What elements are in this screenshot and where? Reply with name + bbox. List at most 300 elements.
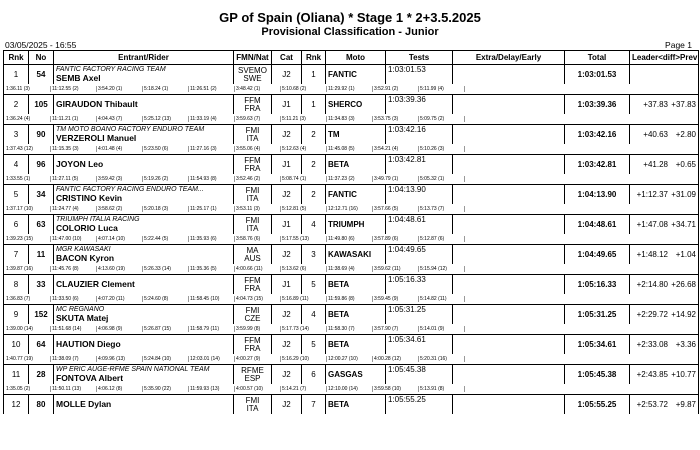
split-times-cell bbox=[4, 384, 699, 395]
motorcycle-brand: GASGAS bbox=[326, 365, 386, 385]
page-title: GP of Spain (Oliana) * Stage 1 * 2+3.5.2025 bbox=[219, 10, 481, 25]
rider-number: 64 bbox=[29, 335, 54, 355]
split-times-row bbox=[4, 84, 699, 95]
leader-diff: +2:53.72 bbox=[636, 400, 668, 409]
federation: FMI bbox=[245, 305, 260, 315]
category-rank: 1 bbox=[302, 95, 326, 115]
leader-diff: +2:33.08 bbox=[636, 340, 668, 349]
prev-diff: +37.83 bbox=[671, 100, 696, 109]
table-row bbox=[4, 245, 699, 265]
split-time: 4:01.48 (4) bbox=[97, 146, 143, 152]
split-time: 4:00.28 (12) bbox=[373, 356, 419, 362]
category-rank: 2 bbox=[302, 185, 326, 205]
table-row bbox=[4, 395, 699, 415]
total-time: 1:05:45.38 bbox=[565, 365, 630, 385]
extra-delay-cell bbox=[453, 305, 565, 325]
category: J2 bbox=[272, 245, 302, 265]
federation: FFM bbox=[244, 335, 261, 345]
split-time: 11:59.86 (8) bbox=[327, 296, 373, 302]
split-time: 11:34.83 (3) bbox=[327, 116, 373, 122]
nationality: FRA bbox=[244, 163, 261, 173]
split-time: 12:03.01 (14) bbox=[189, 356, 235, 362]
split-times-cell bbox=[4, 84, 699, 95]
nationality: ITA bbox=[246, 133, 259, 143]
split-time: 11:35.36 (5) bbox=[189, 266, 235, 272]
team-name: TRIUMPH ITALIA RACING bbox=[56, 216, 140, 223]
split-time: 11:38.09 (7) bbox=[51, 356, 97, 362]
rider-number: 28 bbox=[29, 365, 54, 385]
split-time: 5:14.01 (9) bbox=[419, 326, 465, 332]
split-time: 5:17.55 (13) bbox=[281, 236, 327, 242]
nationality: FRA bbox=[244, 343, 261, 353]
nationality: FRA bbox=[244, 103, 261, 113]
fmn-nat-cell bbox=[234, 215, 272, 235]
split-time: 12:00.27 (10) bbox=[327, 356, 373, 362]
leader-diff: +1:12.37 bbox=[636, 190, 668, 199]
prev-diff: +3.36 bbox=[675, 340, 696, 349]
split-time: 11:12.55 (2) bbox=[51, 86, 97, 92]
rider-rank: 7 bbox=[4, 245, 29, 265]
split-time: 5:20.18 (3) bbox=[143, 206, 189, 212]
motorcycle-brand: KAWASAKI bbox=[326, 245, 386, 265]
split-time: 11:47.00 (10) bbox=[51, 236, 97, 242]
split-time: 5:22.44 (5) bbox=[143, 236, 189, 242]
split-time: 5:23.50 (6) bbox=[143, 146, 189, 152]
split-time: 5:12.63 (4) bbox=[281, 146, 327, 152]
split-time: 11:51.68 (14) bbox=[51, 326, 97, 332]
col-category: Cat bbox=[272, 51, 302, 65]
rider-cell bbox=[54, 395, 234, 415]
split-time: 5:13.91 (8) bbox=[419, 386, 465, 392]
split-time: 5:14.82 (11) bbox=[419, 296, 465, 302]
leader-diff: +1:47.08 bbox=[636, 220, 668, 229]
leader-diff: +2:43.85 bbox=[636, 370, 668, 379]
federation: FFM bbox=[244, 155, 261, 165]
split-time: 1:39.23 (15) bbox=[5, 236, 51, 242]
split-time: 5:10.26 (3) bbox=[419, 146, 465, 152]
category-rank: 5 bbox=[302, 275, 326, 295]
extra-delay-cell bbox=[453, 125, 565, 145]
split-times-cell bbox=[4, 294, 699, 305]
split-time: 11:26.51 (2) bbox=[189, 86, 235, 92]
split-time: 3:59.45 (9) bbox=[373, 296, 419, 302]
split-time: 11:24.77 (4) bbox=[51, 206, 97, 212]
split-time: 11:37.23 (2) bbox=[327, 176, 373, 182]
leader-diff-cell bbox=[630, 395, 699, 415]
total-time: 1:04:49.65 bbox=[565, 245, 630, 265]
tests-time: 1:03:01.53 bbox=[386, 65, 453, 85]
split-time: 1:36.11 (3) bbox=[5, 86, 51, 92]
leader-diff-cell bbox=[630, 305, 699, 325]
fmn-nat-cell bbox=[234, 305, 272, 325]
table-row bbox=[4, 365, 699, 385]
prev-diff: +14.92 bbox=[671, 310, 696, 319]
fmn-nat-cell bbox=[234, 65, 272, 85]
prev-diff: +1.04 bbox=[675, 250, 696, 259]
extra-delay-cell bbox=[453, 185, 565, 205]
rider-rank: 12 bbox=[4, 395, 29, 415]
page-number: Page 1 bbox=[665, 40, 692, 50]
rider-rank: 8 bbox=[4, 275, 29, 295]
rider-name: HAUTION Diego bbox=[56, 340, 121, 349]
fmn-nat-cell bbox=[234, 365, 272, 385]
split-time: 5:09.75 (2) bbox=[419, 116, 465, 122]
split-time: 11:15.35 (3) bbox=[51, 146, 97, 152]
federation: FMI bbox=[245, 125, 260, 135]
split-time: 4:09.96 (13) bbox=[97, 356, 143, 362]
table-row bbox=[4, 335, 699, 355]
rider-number: 96 bbox=[29, 155, 54, 175]
split-time: 4:00.57 (10) bbox=[235, 386, 281, 392]
split-time: 5:24.84 (10) bbox=[143, 356, 189, 362]
split-time: 1:39.87 (16) bbox=[5, 266, 51, 272]
split-time: 5:25.12 (13) bbox=[143, 116, 189, 122]
split-time: 3:59.42 (3) bbox=[97, 176, 143, 182]
split-time: 1:36.24 (4) bbox=[5, 116, 51, 122]
tests-time: 1:05:45.38 bbox=[386, 365, 453, 385]
rider-name: SEMB Axel bbox=[56, 74, 101, 83]
rider-number: 105 bbox=[29, 95, 54, 115]
rider-rank: 11 bbox=[4, 365, 29, 385]
split-time: 11:11.21 (1) bbox=[51, 116, 97, 122]
split-time: 4:07.20 (11) bbox=[97, 296, 143, 302]
category-rank: 6 bbox=[302, 365, 326, 385]
category-rank: 2 bbox=[302, 155, 326, 175]
extra-delay-cell bbox=[453, 365, 565, 385]
split-time: 5:14.21 (7) bbox=[281, 386, 327, 392]
fmn-nat-cell bbox=[234, 185, 272, 205]
tests-time: 1:05:16.33 bbox=[386, 275, 453, 295]
tests-time: 1:04:13.90 bbox=[386, 185, 453, 205]
fmn-nat-cell bbox=[234, 125, 272, 145]
category: J2 bbox=[272, 125, 302, 145]
extra-delay-cell bbox=[453, 335, 565, 355]
rider-cell bbox=[54, 245, 234, 265]
rider-cell bbox=[54, 185, 234, 205]
category-rank: 5 bbox=[302, 335, 326, 355]
split-time: 5:12.87 (6) bbox=[419, 236, 465, 242]
rider-name: BACON Kyron bbox=[56, 254, 115, 263]
team-name: FANTIC FACTORY RACING TEAM bbox=[56, 66, 166, 73]
prev-diff: +2.80 bbox=[675, 130, 696, 139]
tests-time: 1:04:48.61 bbox=[386, 215, 453, 235]
category-rank: 1 bbox=[302, 65, 326, 85]
federation: FFM bbox=[244, 95, 261, 105]
split-time: 4:13.60 (19) bbox=[97, 266, 143, 272]
rider-rank: 9 bbox=[4, 305, 29, 325]
split-time: 5:13.62 (6) bbox=[281, 266, 327, 272]
prev-diff: +10.77 bbox=[671, 370, 696, 379]
split-time: 11:58.45 (10) bbox=[189, 296, 235, 302]
split-time: 11:29.92 (1) bbox=[327, 86, 373, 92]
split-time: 3:54.20 (1) bbox=[97, 86, 143, 92]
rider-number: 33 bbox=[29, 275, 54, 295]
nationality: ESP bbox=[244, 373, 261, 383]
extra-delay-cell bbox=[453, 395, 565, 415]
rider-cell bbox=[54, 305, 234, 325]
total-time: 1:05:31.25 bbox=[565, 305, 630, 325]
col-leader-diff: Leader<diff>Prev bbox=[630, 51, 699, 65]
col-moto: Moto bbox=[326, 51, 386, 65]
split-time: 3:59.63 (7) bbox=[235, 116, 281, 122]
split-times-cell bbox=[4, 354, 699, 365]
split-times-cell bbox=[4, 204, 699, 215]
extra-delay-cell bbox=[453, 215, 565, 235]
split-time: 5:12.81 (5) bbox=[281, 206, 327, 212]
motorcycle-brand: BETA bbox=[326, 305, 386, 325]
split-time: 5:19.26 (2) bbox=[143, 176, 189, 182]
split-times-row bbox=[4, 264, 699, 275]
fmn-nat-cell bbox=[234, 395, 272, 415]
split-time: 11:33.19 (4) bbox=[189, 116, 235, 122]
rider-name: SKUTA Matej bbox=[56, 314, 109, 323]
leader-diff: +2:14.80 bbox=[636, 280, 668, 289]
split-time: 12:10.00 (14) bbox=[327, 386, 373, 392]
page-subtitle: Provisional Classification - Junior bbox=[261, 26, 439, 38]
rider-name: MOLLE Dylan bbox=[56, 400, 112, 409]
table-row bbox=[4, 155, 699, 175]
leader-diff-cell bbox=[630, 185, 699, 205]
rider-number: 63 bbox=[29, 215, 54, 235]
rider-name: COLORIO Luca bbox=[56, 224, 118, 233]
split-time: 3:58.62 (2) bbox=[97, 206, 143, 212]
split-time: 11:25.17 (1) bbox=[189, 206, 235, 212]
split-time: 11:35.93 (6) bbox=[189, 236, 235, 242]
split-time: 11:38.69 (4) bbox=[327, 266, 373, 272]
split-time: 3:57.66 (5) bbox=[373, 206, 419, 212]
leader-diff-cell bbox=[630, 95, 699, 115]
federation: RFME bbox=[241, 365, 264, 375]
split-time: 4:06.98 (9) bbox=[97, 326, 143, 332]
split-time: 1:37.17 (10) bbox=[5, 206, 51, 212]
motorcycle-brand: BETA bbox=[326, 275, 386, 295]
team-name: FANTIC FACTORY RACING ENDURO TEAM... bbox=[56, 186, 204, 193]
rider-name: FONTOVA Albert bbox=[56, 374, 124, 383]
split-time: 11:54.93 (8) bbox=[189, 176, 235, 182]
category: J2 bbox=[272, 185, 302, 205]
split-times-row bbox=[4, 294, 699, 305]
rider-rank: 6 bbox=[4, 215, 29, 235]
rider-number: 152 bbox=[29, 305, 54, 325]
total-time: 1:03:39.36 bbox=[565, 95, 630, 115]
split-time: 1:37.43 (12) bbox=[5, 146, 51, 152]
prev-diff: +31.09 bbox=[671, 190, 696, 199]
split-times-row bbox=[4, 174, 699, 185]
category-rank: 2 bbox=[302, 125, 326, 145]
split-time: 5:26.33 (14) bbox=[143, 266, 189, 272]
table-row bbox=[4, 275, 699, 295]
split-time: 3:53.11 (3) bbox=[235, 206, 281, 212]
split-time: 3:53.75 (3) bbox=[373, 116, 419, 122]
split-time: 5:16.29 (10) bbox=[281, 356, 327, 362]
category-rank: 4 bbox=[302, 305, 326, 325]
extra-delay-cell bbox=[453, 65, 565, 85]
split-time: 5:15.94 (12) bbox=[419, 266, 465, 272]
split-time: 3:52.91 (2) bbox=[373, 86, 419, 92]
split-time: 11:45.08 (5) bbox=[327, 146, 373, 152]
col-category-rank: Rnk bbox=[302, 51, 326, 65]
rider-cell bbox=[54, 275, 234, 295]
rider-rank: 10 bbox=[4, 335, 29, 355]
table-row bbox=[4, 125, 699, 145]
col-total: Total bbox=[565, 51, 630, 65]
tests-time: 1:05:34.61 bbox=[386, 335, 453, 355]
team-name: MC REGNANO bbox=[56, 306, 105, 313]
team-name: TM MOTO BOANO FACTORY ENDURO TEAM bbox=[56, 126, 205, 133]
split-time: 3:57.89 (6) bbox=[373, 236, 419, 242]
category-rank: 4 bbox=[302, 215, 326, 235]
split-time: 3:59.99 (8) bbox=[235, 326, 281, 332]
rider-cell bbox=[54, 215, 234, 235]
leader-diff-cell bbox=[630, 125, 699, 145]
category: J2 bbox=[272, 65, 302, 85]
rider-name: CLAUZIER Clement bbox=[56, 280, 135, 289]
federation: SVEMO bbox=[238, 65, 267, 75]
col-extra: Extra/Delay/Early bbox=[453, 51, 565, 65]
rider-rank: 2 bbox=[4, 95, 29, 115]
split-times-cell bbox=[4, 114, 699, 125]
split-time: 3:52.46 (2) bbox=[235, 176, 281, 182]
leader-diff-cell bbox=[630, 155, 699, 175]
motorcycle-brand: TM bbox=[326, 125, 386, 145]
table-header-row bbox=[4, 51, 699, 65]
category: J1 bbox=[272, 155, 302, 175]
rider-name: JOYON Leo bbox=[56, 160, 104, 169]
nationality: ITA bbox=[246, 193, 259, 203]
total-time: 1:03:01.53 bbox=[565, 65, 630, 85]
motorcycle-brand: BETA bbox=[326, 155, 386, 175]
federation: FMI bbox=[245, 215, 260, 225]
table-row bbox=[4, 185, 699, 205]
split-times-cell bbox=[4, 174, 699, 185]
table-row bbox=[4, 305, 699, 325]
rider-name: VERZEROLI Manuel bbox=[56, 134, 137, 143]
split-time: 4:00.66 (11) bbox=[235, 266, 281, 272]
rider-number: 54 bbox=[29, 65, 54, 85]
category: J1 bbox=[272, 275, 302, 295]
split-time: 4:04.43 (7) bbox=[97, 116, 143, 122]
category: J2 bbox=[272, 335, 302, 355]
rider-cell bbox=[54, 365, 234, 385]
rider-cell bbox=[54, 155, 234, 175]
split-time: 11:27.11 (5) bbox=[51, 176, 97, 182]
split-time: 3:55.06 (4) bbox=[235, 146, 281, 152]
col-number: No bbox=[29, 51, 54, 65]
rider-rank: 3 bbox=[4, 125, 29, 145]
leader-diff: +1:48.12 bbox=[636, 250, 668, 259]
rider-name: CRISTINO Kevin bbox=[56, 194, 123, 203]
split-time: 5:05.32 (1) bbox=[419, 176, 465, 182]
rider-rank: 1 bbox=[4, 65, 29, 85]
split-time: 1:35.05 (2) bbox=[5, 386, 51, 392]
split-times-row bbox=[4, 204, 699, 215]
split-time: 11:27.16 (3) bbox=[189, 146, 235, 152]
leader-diff-cell bbox=[630, 215, 699, 235]
split-time: 5:11.21 (3) bbox=[281, 116, 327, 122]
split-time: 11:50.11 (13) bbox=[51, 386, 97, 392]
split-time: 5:24.60 (8) bbox=[143, 296, 189, 302]
team-name: WP ERIC AUGE-RFME SPAIN NATIONAL TEAM bbox=[56, 366, 210, 373]
split-times-cell bbox=[4, 324, 699, 335]
tests-time: 1:03:42.16 bbox=[386, 125, 453, 145]
split-times-cell bbox=[4, 144, 699, 155]
prev-diff: +26.68 bbox=[671, 280, 696, 289]
split-time: 3:48.42 (1) bbox=[235, 86, 281, 92]
fmn-nat-cell bbox=[234, 335, 272, 355]
leader-diff-cell bbox=[630, 245, 699, 265]
col-rank: Rnk bbox=[4, 51, 29, 65]
split-times-cell bbox=[4, 234, 699, 245]
federation: FFM bbox=[244, 275, 261, 285]
split-time: 5:20.31 (16) bbox=[419, 356, 465, 362]
extra-delay-cell bbox=[453, 95, 565, 115]
split-time: 12:12.71 (16) bbox=[327, 206, 373, 212]
prev-diff: +0.65 bbox=[675, 160, 696, 169]
rider-cell bbox=[54, 335, 234, 355]
federation: FMI bbox=[245, 185, 260, 195]
split-time: 1:36.83 (7) bbox=[5, 296, 51, 302]
rider-number: 80 bbox=[29, 395, 54, 415]
split-time: 11:59.93 (13) bbox=[189, 386, 235, 392]
total-time: 1:05:16.33 bbox=[565, 275, 630, 295]
split-times-row bbox=[4, 234, 699, 245]
total-time: 1:03:42.16 bbox=[565, 125, 630, 145]
extra-delay-cell bbox=[453, 155, 565, 175]
split-time: 11:58.79 (11) bbox=[189, 326, 235, 332]
fmn-nat-cell bbox=[234, 155, 272, 175]
motorcycle-brand: BETA bbox=[326, 395, 386, 415]
split-times-row bbox=[4, 114, 699, 125]
rider-number: 34 bbox=[29, 185, 54, 205]
split-times-cell bbox=[4, 264, 699, 275]
col-fmn-nat: FMN/Nat bbox=[234, 51, 272, 65]
split-time: 5:08.74 (1) bbox=[281, 176, 327, 182]
split-time: 11:58.30 (7) bbox=[327, 326, 373, 332]
split-time: 11:33.50 (6) bbox=[51, 296, 97, 302]
split-time: 1:33.55 (1) bbox=[5, 176, 51, 182]
fmn-nat-cell bbox=[234, 95, 272, 115]
table-row bbox=[4, 215, 699, 235]
leader-diff-cell bbox=[630, 335, 699, 355]
split-times-row bbox=[4, 354, 699, 365]
leader-diff: +2:29.72 bbox=[636, 310, 668, 319]
rider-number: 11 bbox=[29, 245, 54, 265]
split-time: 1:39.00 (14) bbox=[5, 326, 51, 332]
split-time: 5:18.24 (1) bbox=[143, 86, 189, 92]
motorcycle-brand: TRIUMPH bbox=[326, 215, 386, 235]
rider-name: GIRAUDON Thibault bbox=[56, 100, 138, 109]
nationality: ITA bbox=[246, 403, 259, 413]
leader-diff: +41.28 bbox=[643, 160, 668, 169]
split-time: 4:00.27 (9) bbox=[235, 356, 281, 362]
split-time: 5:16.89 (11) bbox=[281, 296, 327, 302]
nationality: CZE bbox=[244, 313, 261, 323]
nationality: AUS bbox=[244, 253, 261, 263]
split-time: 5:35.90 (22) bbox=[143, 386, 189, 392]
extra-delay-cell bbox=[453, 275, 565, 295]
total-time: 1:04:13.90 bbox=[565, 185, 630, 205]
split-times-row bbox=[4, 144, 699, 155]
nationality: SWE bbox=[243, 73, 262, 83]
split-time: 5:11.99 (4) bbox=[419, 86, 465, 92]
split-time: 11:45.76 (8) bbox=[51, 266, 97, 272]
leader-diff: +40.63 bbox=[643, 130, 668, 139]
split-time: 3:49.79 (1) bbox=[373, 176, 419, 182]
split-time: 3:54.21 (4) bbox=[373, 146, 419, 152]
federation: FMI bbox=[245, 395, 260, 405]
split-time: 11:49.80 (6) bbox=[327, 236, 373, 242]
total-time: 1:03:42.81 bbox=[565, 155, 630, 175]
